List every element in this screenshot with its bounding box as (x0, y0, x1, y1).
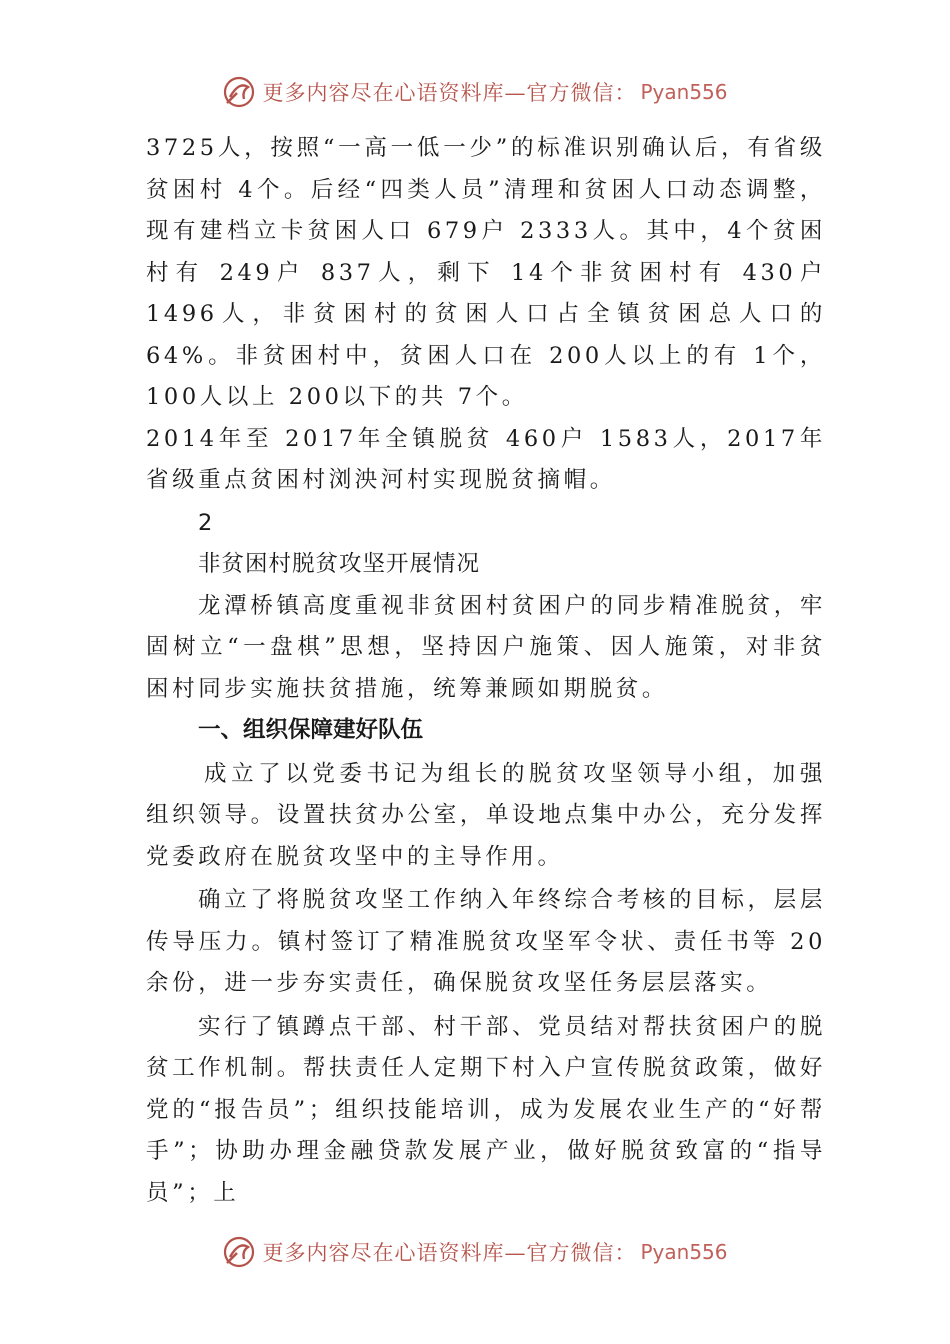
paragraph-intro: 龙潭桥镇高度重视非贫困村贫困户的同步精准脱贫，牢固树立“一盘棋”思想，坚持因户施策、因人施策，对非贫困村同步实施扶贫措施，统筹兼顾如期脱贫。 (146, 592, 826, 702)
paragraph-poverty-results: 2014年至 2017年全镇脱贫 460户 1583人，2017年省级重点贫困村浏泱河村实现脱贫摘帽。 (146, 425, 826, 493)
header-banner (0, 72, 950, 112)
banner-text: 更多内容尽在心语资料库—官方微信： (262, 81, 637, 105)
paragraph-assessment: 确立了将脱贫攻坚工作纳入年终综合考核的目标，层层传导压力。镇村签订了精准脱贫攻坚军令状、责任书等 20余份，进一步夯实责任，确保脱贫攻坚任务层层落实。 (146, 887, 826, 996)
paragraph-poverty-stats: 3725人，按照“一高一低一少”的标准识别确认后，有省级贫困村 4个。后经“四类人员”清理和贫困人口动态调整，现有建档立卡贫困人口 679户 2333人。其中，4个贫困村有 249户 837人，剩下 14个非贫困村有 430户 1496人，非贫困村的贫困人口占全镇贫困总人口的 64%。非贫困村中，贫困人口在 200人以上的有 1个，100人以上 200以下的共 7个。 (146, 135, 826, 410)
section-title: 非贫困村脱贫攻坚开展情况 (198, 551, 481, 577)
paragraph-mechanism: 实行了镇蹲点干部、村干部、党员结对帮扶贫困户的脱贫工作机制。帮扶责任人定期下村入户宣传脱贫政策，做好党的“报告员”；组织技能培训，成为发展农业生产的“好帮手”；协助办理金融贷款发展产业，做好脱贫致富的“指导员”；上 (146, 1013, 826, 1206)
section-number: 2 (198, 509, 213, 536)
logo-icon (222, 75, 256, 109)
banner-wechat-id: Pyan556 (640, 1240, 728, 1264)
paragraph-leadership: 成立了以党委书记为组长的脱贫攻坚领导小组，加强组织领导。设置扶贫办公室，单设地点集中办公，充分发挥党委政府在脱贫攻坚中的主导作用。 (146, 760, 826, 870)
footer-banner (0, 1232, 950, 1272)
document-body (146, 128, 826, 1214)
heading-organization: 一、组织保障建好队伍 (198, 717, 424, 743)
banner-text: 更多内容尽在心语资料库—官方微信： (262, 1241, 637, 1265)
logo-icon (222, 1235, 256, 1269)
banner-wechat-id: Pyan556 (640, 80, 728, 104)
